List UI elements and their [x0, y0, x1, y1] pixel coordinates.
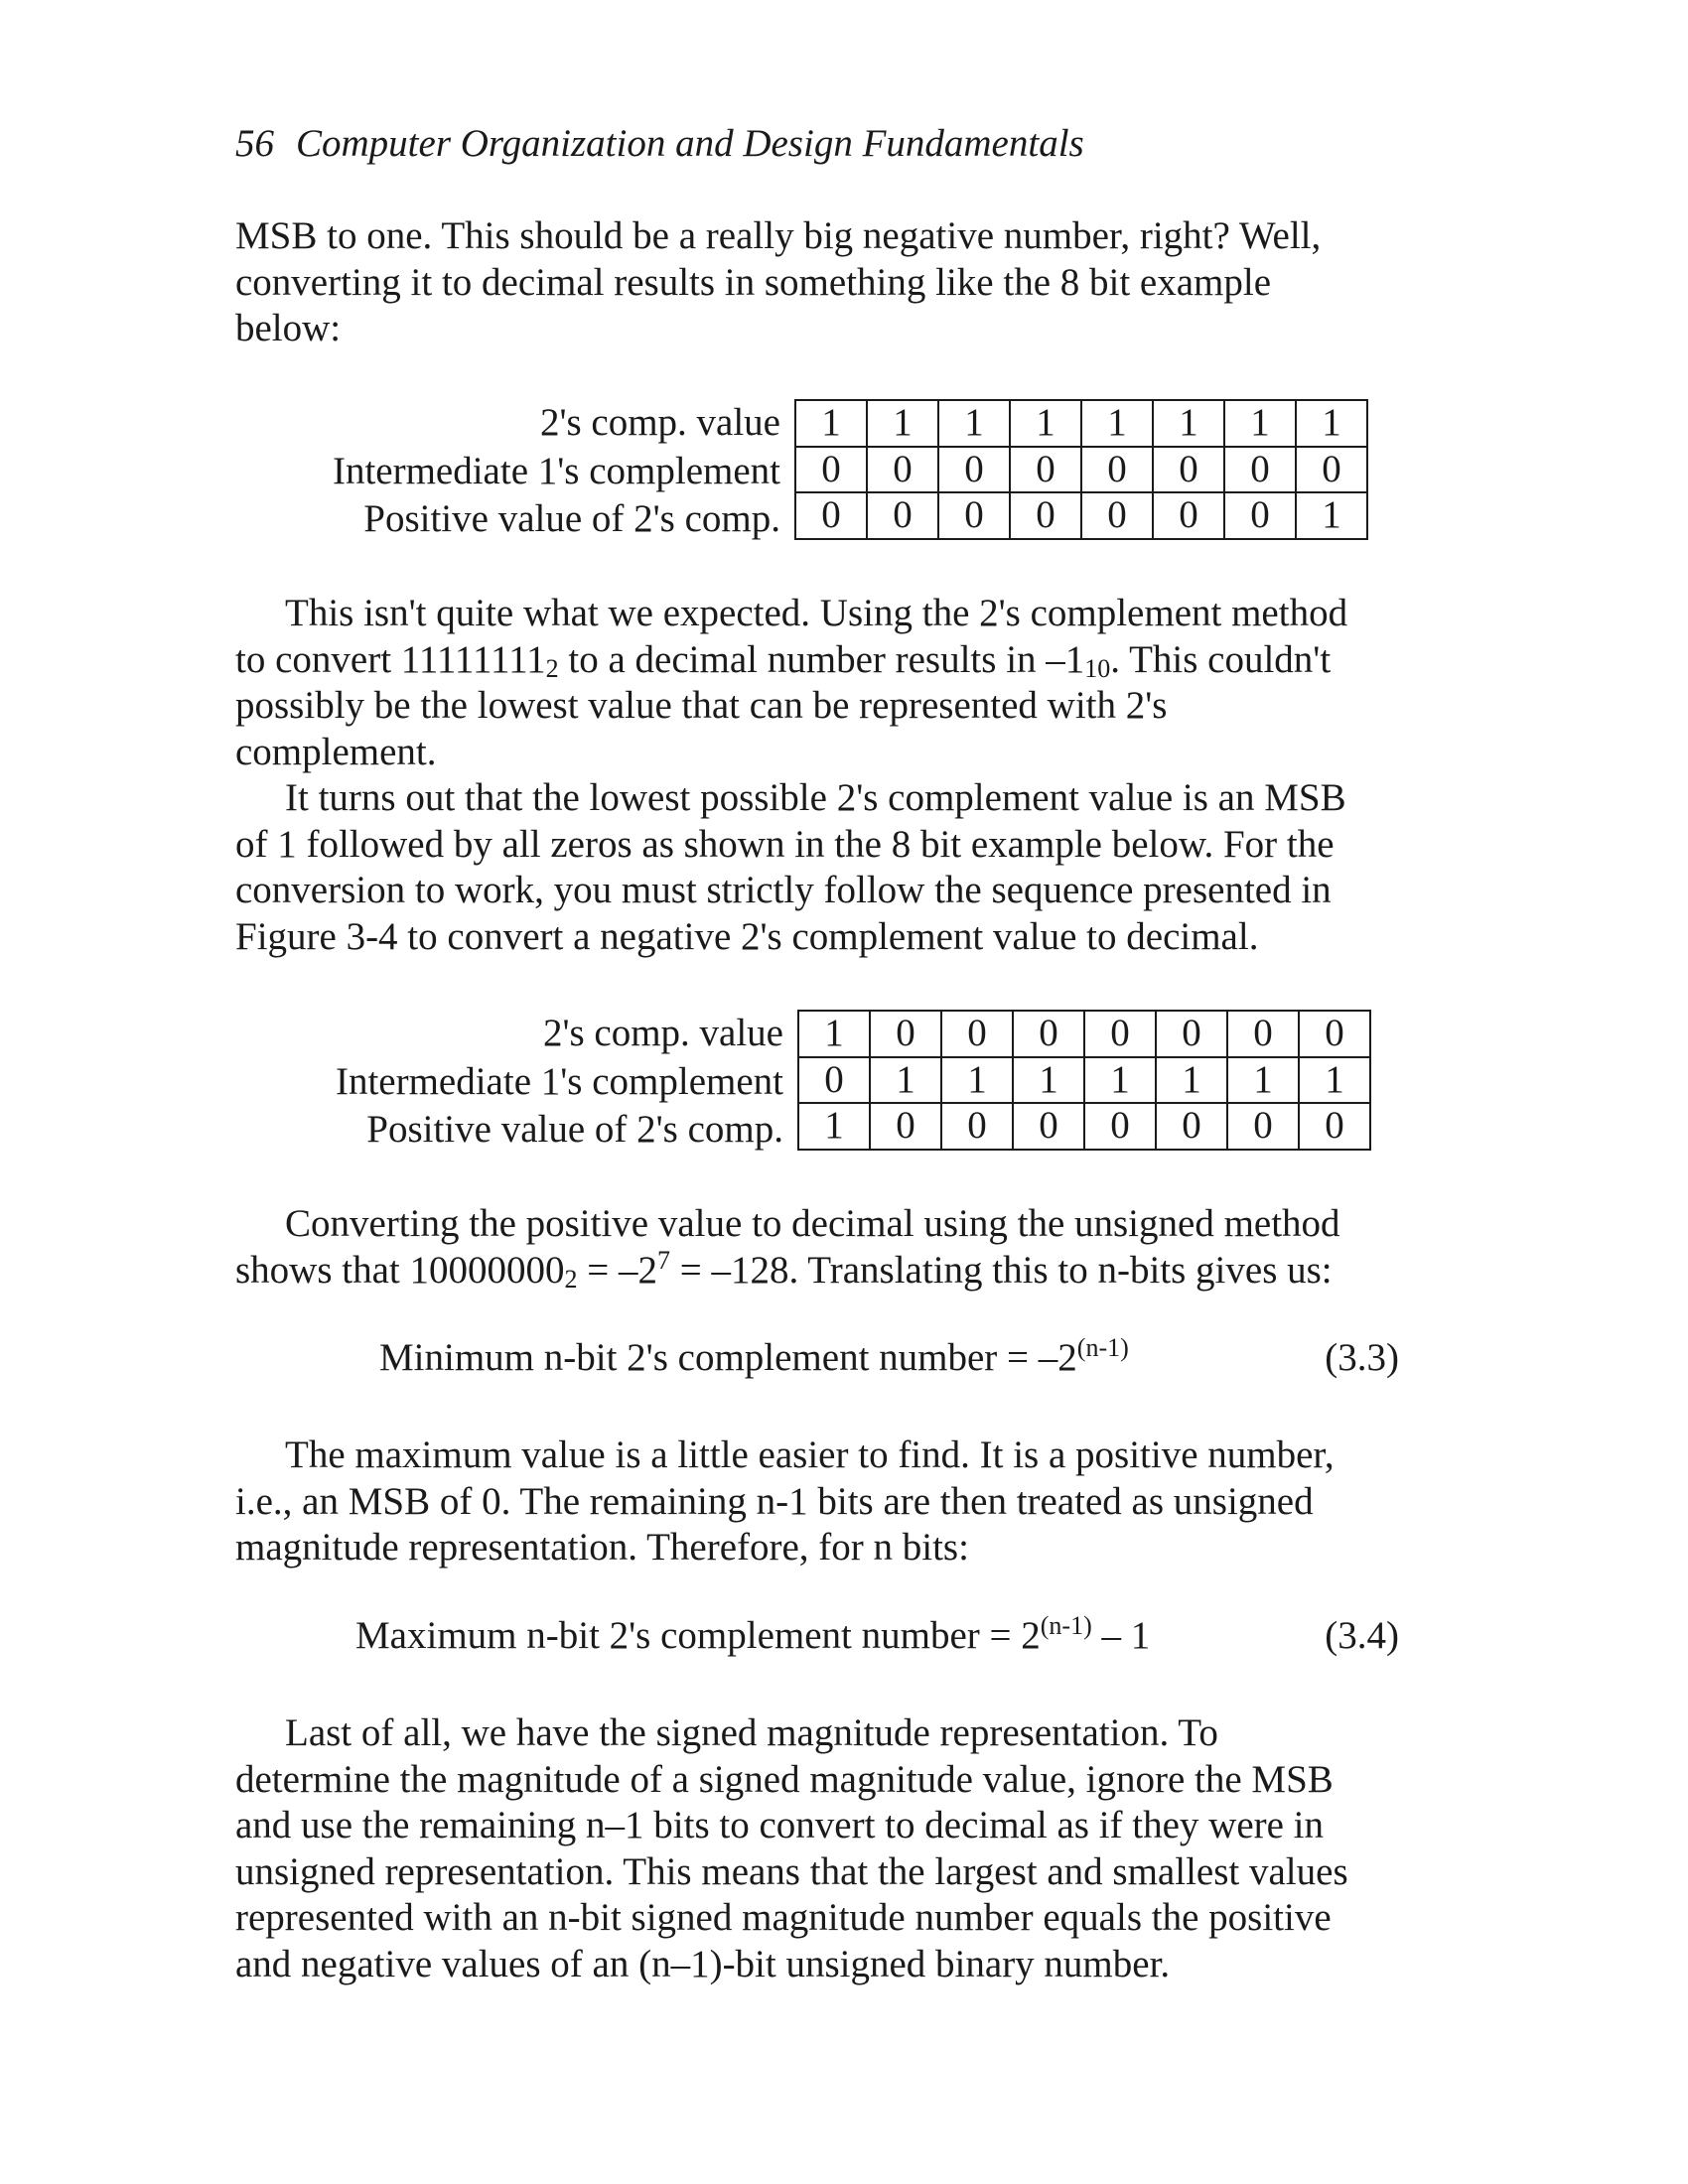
bit-cell: 0 — [1013, 1103, 1084, 1150]
bit-cell: 0 — [1081, 447, 1153, 493]
bit-cell: 0 — [1010, 492, 1081, 539]
text-line: i.e., an MSB of 0. The remaining n-1 bits are then treated as unsigned — [235, 1479, 1314, 1523]
bit-row — [798, 1011, 1370, 1057]
bit-table-msb-one — [235, 1010, 1371, 1155]
equation-number: (3.4) — [1325, 1614, 1399, 1657]
paragraph-unexpected — [235, 591, 1399, 960]
bit-cell: 0 — [1296, 447, 1367, 493]
paragraph-conversion — [235, 1201, 1399, 1294]
bit-cell: 0 — [1084, 1103, 1156, 1150]
bit-cell: 1 — [1224, 400, 1296, 447]
exponent: (n-1) — [1076, 1333, 1129, 1362]
row-label: Positive value of 2's comp. — [366, 1108, 783, 1151]
text-line: This isn't quite what we expected. Using the 2's complement method — [285, 592, 1348, 634]
bit-cell: 0 — [870, 1103, 941, 1150]
row-label: 2's comp. value — [539, 401, 780, 444]
bit-cell: 1 — [938, 400, 1010, 447]
bit-row — [798, 1057, 1370, 1104]
bit-cell: 0 — [1156, 1103, 1227, 1150]
text-line: determine the magnitude of a signed magnitude value, ignore the MSB — [235, 1757, 1334, 1801]
bit-cell: 0 — [941, 1011, 1013, 1057]
book-title: Computer Organization and Design Fundamentals — [296, 122, 1084, 165]
row-label: Intermediate 1's complement — [335, 1059, 783, 1103]
bit-cell: 1 — [1156, 1057, 1227, 1104]
bit-cell: 0 — [1081, 492, 1153, 539]
bit-cell: 1 — [870, 1057, 941, 1104]
text-line: complement. — [235, 730, 437, 773]
text-line: and use the remaining n–1 bits to convert to decimal as if they were in — [235, 1804, 1325, 1846]
bit-cell: 0 — [870, 1011, 941, 1057]
bit-table-labels — [333, 399, 794, 544]
bit-cell: 1 — [1153, 400, 1224, 447]
bit-row — [798, 1103, 1370, 1150]
running-header — [235, 121, 1084, 167]
text-line: below: — [235, 307, 342, 349]
bit-cell: 0 — [938, 447, 1010, 493]
row-label: Positive value of 2's comp. — [363, 497, 780, 540]
bit-cell: 1 — [798, 1103, 870, 1150]
base-subscript: 10 — [1084, 653, 1111, 683]
bit-table-labels — [336, 1010, 797, 1155]
bit-cell: 1 — [1081, 400, 1153, 447]
bit-cell: 0 — [1224, 492, 1296, 539]
bit-cell: 0 — [1013, 1011, 1084, 1057]
bit-cell: 0 — [1153, 492, 1224, 539]
bit-cell: 1 — [1084, 1057, 1156, 1104]
bit-table-all-ones — [235, 399, 1368, 544]
equation-text: Minimum n-bit 2's complement number = $-2^{(n-1)}$ — [379, 1333, 1129, 1379]
text-line: Figure 3-4 to convert a negative 2's complement value to decimal. — [235, 914, 1259, 958]
bit-cell: 1 — [1296, 492, 1367, 539]
text-line: shows that $10000000_2 = -2^7 = -128$. Translating this to n-bits gives us: — [235, 1245, 1333, 1294]
text-line: of 1 followed by all zeros as shown in the 8 bit example below. For the — [235, 822, 1335, 866]
equation-3-3 — [235, 1335, 1399, 1385]
text-line: The maximum value is a little easier to find. It is a positive number, — [285, 1433, 1335, 1476]
bit-cell: 1 — [1227, 1057, 1299, 1104]
base-subscript: 2 — [545, 653, 559, 683]
exponent: 7 — [657, 1245, 670, 1275]
bit-row — [795, 400, 1367, 447]
bit-grid — [797, 1010, 1371, 1151]
text-line: unsigned representation. This means that the largest and smallest values — [235, 1849, 1348, 1893]
paragraph-signed-magnitude — [235, 1710, 1399, 1987]
equation-number: (3.3) — [1325, 1336, 1399, 1379]
bit-cell: 1 — [795, 400, 867, 447]
bit-cell: 0 — [867, 492, 938, 539]
row-label: 2's comp. value — [542, 1012, 783, 1054]
bit-row — [795, 492, 1367, 539]
bit-grid — [794, 399, 1368, 540]
base-subscript: 2 — [564, 1264, 578, 1294]
text-line: to convert $11111111_2$ to a decimal number results in $-1_{10}$. This couldn't — [235, 637, 1332, 683]
paragraph-intro — [235, 213, 1399, 352]
bit-cell: 1 — [1010, 400, 1081, 447]
bit-cell: 1 — [798, 1011, 870, 1057]
bit-cell: 0 — [795, 492, 867, 539]
bit-cell: 0 — [938, 492, 1010, 539]
bit-cell: 0 — [795, 447, 867, 493]
text-line: converting it to decimal results in something like the 8 bit example — [235, 260, 1272, 304]
bit-cell: 1 — [1299, 1057, 1370, 1104]
bit-cell: 1 — [941, 1057, 1013, 1104]
bit-cell: 0 — [1153, 447, 1224, 493]
bit-cell: 0 — [1156, 1011, 1227, 1057]
bit-cell: 1 — [1296, 400, 1367, 447]
text-line: and negative values of an (n–1)-bit unsigned binary number. — [235, 1942, 1171, 1985]
bit-cell: 0 — [1084, 1011, 1156, 1057]
text-line: MSB to one. This should be a really big negative number, right? Well, — [235, 214, 1322, 257]
bit-cell: 0 — [941, 1103, 1013, 1150]
exponent: (n-1) — [1040, 1611, 1092, 1640]
text-line: It turns out that the lowest possible 2's complement value is an MSB — [285, 776, 1346, 819]
book-page — [235, 0, 1399, 2184]
text-line: represented with an n-bit signed magnitude number equals the positive — [235, 1896, 1332, 1939]
text-line: magnitude representation. Therefore, for n bits: — [235, 1526, 969, 1569]
bit-cell: 0 — [1299, 1011, 1370, 1057]
bit-cell: 0 — [798, 1057, 870, 1104]
equation-text: Maximum n-bit 2's complement number = $2^{(n-1)} - 1$ — [355, 1611, 1151, 1657]
text-line: Converting the positive value to decimal using the unsigned method — [285, 1202, 1340, 1245]
bit-cell: 0 — [1224, 447, 1296, 493]
bit-cell: 1 — [867, 400, 938, 447]
text-line: Last of all, we have the signed magnitude representation. To — [285, 1711, 1218, 1754]
bit-cell: 0 — [1227, 1011, 1299, 1057]
bit-cell: 0 — [867, 447, 938, 493]
bit-cell: 0 — [1010, 447, 1081, 493]
bit-cell: 0 — [1227, 1103, 1299, 1150]
bit-cell: 1 — [1013, 1057, 1084, 1104]
bit-row — [795, 447, 1367, 493]
text-line: possibly be the lowest value that can be represented with 2's — [235, 684, 1168, 727]
row-label: Intermediate 1's complement — [332, 449, 780, 492]
text-line: conversion to work, you must strictly follow the sequence presented in — [235, 869, 1332, 911]
bit-cell: 0 — [1299, 1103, 1370, 1150]
equation-3-4 — [235, 1613, 1399, 1663]
page-number: 56 — [235, 122, 274, 165]
paragraph-maximum — [235, 1433, 1399, 1571]
